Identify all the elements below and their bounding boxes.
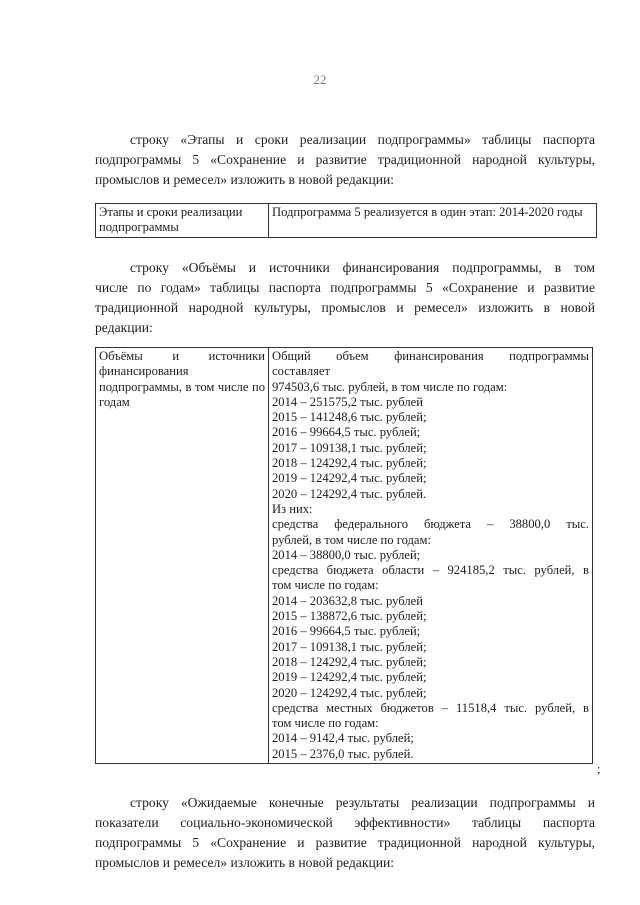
paragraph-line: подпрограммы 5 «Сохранение и развитие традиционной народной культуры, (95, 835, 595, 850)
funding-label-cell: Объёмы и источники финансирования подпрограммы, в том числе по годам (96, 348, 269, 764)
funding-line: 2015 – 138872,6 тыс. рублей; (272, 609, 427, 624)
funding-line: 2015 – 141248,6 тыс. рублей; (272, 410, 427, 425)
funding-line: рублей, в том числе по годам: (272, 532, 431, 547)
funding-line: 2018 – 124292,4 тыс. рублей; (272, 654, 427, 669)
funding-line: 2019 – 124292,4 тыс. рублей; (272, 670, 427, 685)
funding-line: 2015 – 2376,0 тыс. рублей. (272, 746, 414, 761)
funding-line: средства бюджета области – 924185,2 тыс. рублей, в (272, 563, 589, 578)
page-number: 22 (313, 72, 327, 87)
table-row (96, 204, 597, 238)
paragraph-line: промыслов и ремесел» изложить в новой редакции: (95, 172, 395, 187)
trailing-semicolon: ; (597, 762, 601, 776)
funding-line: том числе по годам: (272, 716, 379, 731)
funding-value-cell (269, 348, 593, 764)
stages-label-cell: Этапы и сроки реализации подпрограммы (96, 204, 269, 238)
funding-line: средства федерального бюджета – 38800,0 тыс. (272, 517, 589, 532)
funding-table (95, 347, 593, 764)
funding-line: Общий объем финансирования подпрограммы (272, 349, 589, 363)
funding-line: средства местных бюджетов – 11518,4 тыс. рублей, в (272, 700, 589, 715)
funding-line: 2014 – 9142,4 тыс. рублей; (272, 731, 414, 746)
funding-line: 2017 – 109138,1 тыс. рублей; (272, 440, 427, 455)
paragraph-line: редакции: (95, 320, 153, 335)
funding-line: 2018 – 124292,4 тыс. рублей; (272, 456, 427, 471)
paragraph-line: подпрограммы 5 «Сохранение и развитие традиционной народной культуры, (95, 152, 595, 167)
funding-line: 2016 – 99664,5 тыс. рублей; (272, 624, 421, 639)
funding-line: 2019 – 124292,4 тыс. рублей; (272, 471, 427, 486)
funding-line: 2016 – 99664,5 тыс. рублей; (272, 425, 421, 440)
funding-line: 2014 – 38800,0 тыс. рублей; (272, 547, 421, 562)
paragraph-line: строку «Ожидаемые конечные результаты реализации подпрограммы и (130, 795, 595, 810)
paragraph-line: строку «Этапы и сроки реализации подпрограммы» таблицы паспорта (130, 132, 595, 147)
paragraph-line: строку «Объёмы и источники финансирования подпрограммы, в том (130, 260, 595, 275)
funding-line: 974503,6 тыс. рублей, в том числе по годам: (272, 379, 508, 394)
funding-line: 2020 – 124292,4 тыс. рублей; (272, 685, 427, 700)
funding-line: том числе по годам: (272, 578, 379, 593)
table-row (96, 348, 593, 764)
paragraph-line: показатели социально-экономической эффективности» таблицы паспорта (95, 815, 595, 830)
funding-line: 2014 – 203632,8 тыс. рублей (272, 593, 423, 608)
funding-line: 2017 – 109138,1 тыс. рублей; (272, 639, 427, 654)
funding-line: составляет (272, 364, 330, 379)
paragraph-stages (95, 130, 595, 190)
paragraph-line: промыслов и ремесел» изложить в новой редакции: (95, 855, 395, 870)
stages-value-cell: Подпрограмма 5 реализуется в один этап: 2014-2020 годы (269, 204, 597, 238)
paragraph-line: традиционной народной культуры, промыслов и ремесел» изложить в новой (95, 300, 595, 315)
funding-line: 2020 – 124292,4 тыс. рублей. (272, 486, 427, 501)
paragraph-results (95, 793, 595, 873)
paragraph-funding (95, 258, 595, 338)
stages-table (95, 203, 597, 238)
paragraph-line: числе по годам» таблицы паспорта подпрограммы 5 «Сохранение и развитие (95, 280, 595, 295)
funding-line: 2014 – 251575,2 тыс. рублей (272, 394, 423, 409)
funding-line: Из них: (272, 501, 313, 516)
